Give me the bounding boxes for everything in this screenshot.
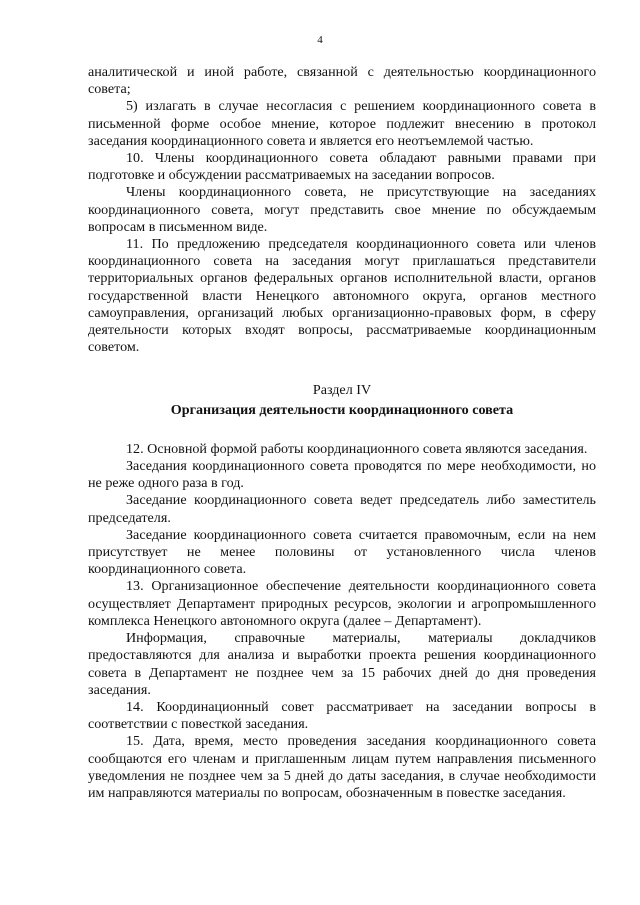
page-number: 4 <box>317 34 323 46</box>
paragraph: 15. Дата, время, место проведения заседания координационного совета сообщаются его членам и приглашенным лицам путем направления письменного уведомления не позднее чем за 5 дней до даты заседания, в случае необходимости им направляются материалы по вопросам, обозначенным в повестке заседания. <box>88 733 596 801</box>
paragraph: 14. Координационный совет рассматривает на заседании вопросы в соответствии с повесткой заседания. <box>88 698 596 733</box>
paragraph: Заседания координационного совета проводятся по мере необходимости, но не реже одного раза в год. <box>88 458 596 492</box>
paragraph: 11. По предложению председателя координационного совета или членов координационного совета на заседания могут приглашаться представители территориальных органов федеральных органов исполнительной власти, органов государственной власти Ненецкого автономного округа, органов местного самоуправления, организаций любых организационно-правовых форм, в сферу деятельности которых входят вопросы, рассматриваемые координационным советом. <box>88 236 596 356</box>
paragraph: Заседание координационного совета считается правомочным, если на нем присутствует не менее половины от установленного числа членов координационного совета. <box>88 526 596 578</box>
paragraph: Члены координационного совета, не присутствующие на заседаниях координационного совета, могут представить свое мнение по обсуждаемым вопросам в письменном виде. <box>88 184 596 235</box>
paragraph: 10. Члены координационного совета обладают равными правами при подготовке и обсуждении рассматриваемых на заседании вопросов. <box>88 150 596 184</box>
paragraph: 12. Основной формой работы координационного совета являются заседания. <box>126 440 588 457</box>
paragraph: Информация, справочные материалы, материалы докладчиков предоставляются для анализа и выработки проекта решения координационного совета в Департамент не позднее чем за 15 рабочих дней до дня проведения заседания. <box>88 630 596 698</box>
paragraph: аналитической и иной работе, связанной с деятельностью координационного совета; <box>88 64 596 98</box>
document-body <box>88 64 596 802</box>
section-title: Организация деятельности координационного совета <box>170 401 514 418</box>
section-label: Раздел IV <box>312 382 372 399</box>
paragraph: 13. Организационное обеспечение деятельности координационного совета осуществляет Департамент природных ресурсов, экологии и агропромышленного комплекса Ненецкого автономного округа (далее – Департамент). <box>88 578 596 629</box>
paragraph: 5) излагать в случае несогласия с решением координационного совета в письменной форме особое мнение, которое подлежит внесению в протокол заседания координационного совета и является его неотъемлемой частью. <box>88 98 596 149</box>
paragraph: Заседание координационного совета ведет председатель либо заместитель председателя. <box>88 492 596 526</box>
